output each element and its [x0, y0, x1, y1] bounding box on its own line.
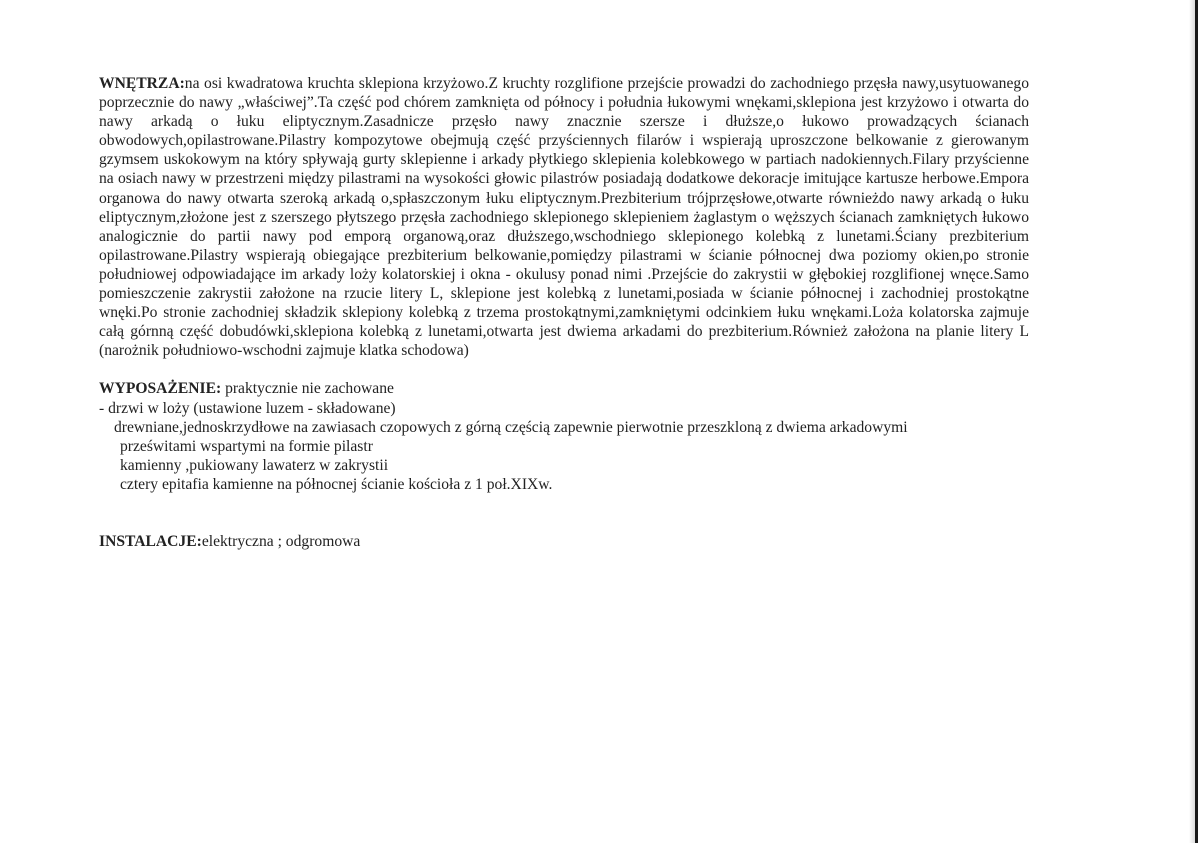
furnishings-section — [99, 379, 1029, 494]
furnishings-item-doors-description: drewniane,jednoskrzydłowe na zawiasach czopowych z górną częścią zapewnie pierwotnie przeszkloną z dwiema arkadowymi — [114, 418, 908, 436]
interiors-heading: WNĘTRZA: — [99, 75, 185, 92]
furnishings-heading-line — [99, 379, 1029, 398]
installations-text: elektryczna ; odgromowa — [201, 532, 361, 550]
furnishings-summary: praktycznie nie zachowane — [221, 380, 394, 398]
interiors-text: na osi kwadratowa kruchta sklepiona krzyżowo.Z kruchty rozglifione przejście prowadzi do zachodniego przęsła nawy,usytuowanego poprzecznie do nawy „właściwej”.Ta część pod chórem zamknięta od północy i południa łukowymi wnękami,sklepiona jest krzyżowo i otwarta do nawy arkadą o łuku eliptycznym.Zasadnicze przęsło nawy znacznie szersze i dłuższe,o łukowo prowadzących ścianach obwodowych,opilastrowane.Pilastry kompozytowe obejmują część przyściennych filarów i wspierają uproszczone belkowanie z gierowanym gzymsem uskokowym na który spływają gurty sklepienne i arkady płytkiego sklepienia kolebkowego w partiach nadokiennych.Filary przyścienne na osiach nawy w przestrzeni między pilastrami na wysokości głowic pilastrów posiadają dodatkowe dekoracje imitujące kartusze herbowe.Empora organowa do nawy otwarta szeroką arkadą o,spłaszczonym łuku eliptycznym.Prezbiterium trójprzęsłowe,otwarte równieżdo nawy arkadą o łuku eliptycznym,złożone jest z szerszego płytszego przęsła zachodniego sklepionego sklepieniem żaglastym o węższych ścianach zamkniętych łukowo analogicznie do partii nawy pod emporą organową,oraz dłuższego,wschodniego sklepionego kolebką z lunetami.Ściany prezbiterium opilastrowane.Pilastry wspierają obiegające prezbiterium belkowanie,pomiędzy pilastrami w ścianie północnej dwa poziomy okien,po stronie południowej odpowiadające im arkady loży kolatorskiej i okna - okulusy ponad nimi .Przejście do zakrystii w głębokiej rozglifionej wnęce.Samo pomieszczenie zakrystii założone na rzucie litery L, sklepione jest kolebką z lunetami,posiada w ścianie północnej i zachodniej prostokątne wnęki.Po stronie zachodniej składzik sklepiony kolebką z trzema prostokątnymi,zamkniętymi odcinkiem łuku wnękami.Loża kolatorska zajmuje całą górnną część dobudówki,sklepiona kolebką z lunetami,otwarta jest dwiema arkadami do prezbiterium.Również założona na planie litery L (narożnik południowo-wschodni zajmuje klatka schodowa) — [99, 75, 1029, 360]
installations-heading: INSTALACJE: — [99, 532, 202, 550]
furnishings-item-doors-continuation: prześwitami wspartymi na formie pilastr — [120, 437, 373, 455]
document-body — [99, 74, 1029, 551]
furnishings-item-doors: - drzwi w loży (ustawione luzem - składowane) — [99, 399, 396, 417]
furnishings-heading: WYPOSAŻENIE: — [99, 380, 222, 398]
furnishings-item-epitaphs: cztery epitafia kamienne na północnej ścianie kościoła z 1 poł.XIXw. — [120, 475, 553, 493]
interiors-section — [99, 74, 1029, 360]
installations-section — [99, 532, 1029, 551]
furnishings-item-lavabo: kamienny ,pukiowany lawaterz w zakrystii — [120, 456, 389, 474]
